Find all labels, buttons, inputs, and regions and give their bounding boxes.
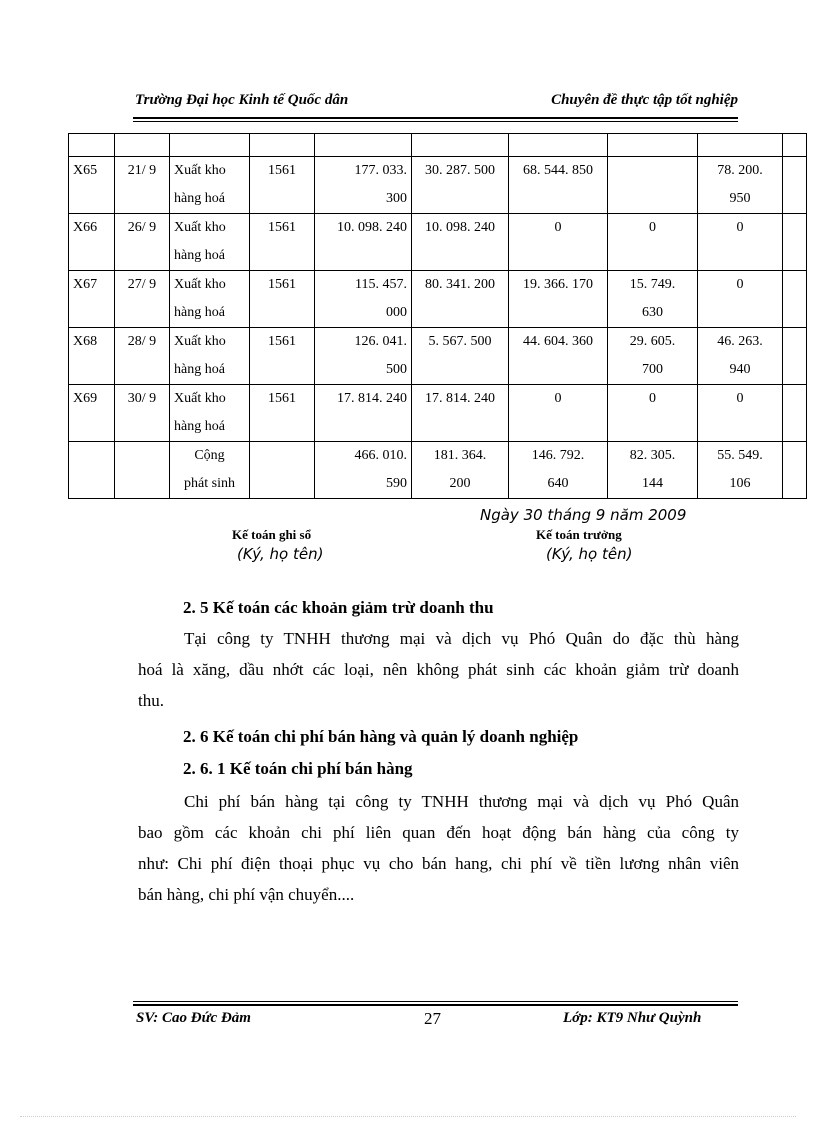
cell-line: 300: [386, 191, 407, 206]
cell-line: 500: [386, 362, 407, 377]
section-heading-2-6-1: 2. 6. 1 Kế toán chi phí bán hàng: [183, 759, 413, 778]
empty-cell: [783, 214, 807, 271]
voucher-id-cell: X67: [69, 271, 115, 328]
cell-line: 106: [729, 476, 751, 491]
table-row: [69, 214, 807, 271]
cell-line: 19. 366. 170: [523, 277, 593, 292]
amount-cell: [608, 271, 698, 328]
empty-cell: [783, 442, 807, 499]
cell-line: 0: [649, 391, 656, 406]
table-row: [69, 271, 807, 328]
cell-line: hàng hoá: [174, 419, 225, 434]
cell-line: Xuất kho: [174, 391, 226, 406]
total-amount-cell: [315, 442, 412, 499]
description-cell: [170, 214, 250, 271]
empty-cell: [783, 385, 807, 442]
cell-line: 940: [729, 362, 751, 377]
amount-cell: [509, 328, 608, 385]
amount-cell: [315, 385, 412, 442]
account-cell: 1561: [250, 157, 315, 214]
cell-line: 146. 792.: [531, 448, 585, 463]
cell-line: Cộng: [194, 448, 225, 463]
page-header: [133, 90, 738, 116]
cell-line: 0: [554, 391, 562, 406]
cell-line: 44. 604. 360: [523, 334, 593, 349]
amount-cell: [509, 157, 608, 214]
cell-line: hàng hoá: [174, 191, 225, 206]
total-amount-cell: [509, 442, 608, 499]
description-cell: [170, 271, 250, 328]
paragraph-line: thu.: [138, 691, 164, 710]
cell-line: 000: [386, 305, 407, 320]
amount-cell: [509, 214, 608, 271]
description-cell: [170, 385, 250, 442]
cell-line: 46. 263.: [717, 334, 763, 349]
cell-line: 30. 287. 500: [425, 163, 495, 178]
description-cell: [170, 157, 250, 214]
voucher-id-cell: X68: [69, 328, 115, 385]
cell-line: 126. 041.: [354, 334, 407, 349]
cell-line: Xuất kho: [174, 163, 226, 178]
cell-line: 68. 544. 850: [523, 163, 593, 178]
date-cell: 21/ 9: [115, 157, 170, 214]
paragraph-2-5: [138, 623, 739, 716]
cell-line: 200: [449, 476, 471, 491]
amount-cell: [608, 214, 698, 271]
page-edge: [20, 1116, 796, 1117]
header-rule: [133, 117, 738, 119]
amount-cell: [698, 214, 783, 271]
date-cell: 28/ 9: [115, 328, 170, 385]
cell-line: 29. 605.: [629, 334, 676, 349]
amount-cell: [509, 271, 608, 328]
date-cell: 27/ 9: [115, 271, 170, 328]
cell-line: 0: [649, 220, 656, 235]
cell-line: 177. 033.: [354, 163, 407, 178]
amount-cell: [412, 328, 509, 385]
header-rule-thin: [133, 121, 738, 122]
cell-line: 590: [386, 476, 407, 491]
amount-cell: [412, 157, 509, 214]
table-row: [69, 385, 807, 442]
footer-rule-thin: [133, 1001, 738, 1002]
cell-line: 144: [642, 476, 663, 491]
chief-accountant-title: Kế toán trưởng: [536, 527, 622, 542]
cell-line: 630: [642, 305, 663, 320]
paragraph-line: hoá là xăng, dầu nhớt các loại, nên không phát sinh các khoản giảm trừ doanh: [138, 660, 739, 679]
empty-cell: [250, 442, 315, 499]
amount-cell: [698, 328, 783, 385]
section-heading-2-5: 2. 5 Kế toán các khoản giảm trừ doanh thu: [183, 598, 494, 617]
empty-cell: [783, 328, 807, 385]
cell-line: Xuất kho: [174, 277, 226, 292]
table-row: [69, 157, 807, 214]
paragraph-line: bao gồm các khoản chi phí liên quan đến hoạt động bán hàng của công ty: [138, 823, 739, 842]
footer-student: SV: Cao Đức Đảm: [136, 1010, 251, 1026]
cell-line: phát sinh: [184, 476, 235, 491]
paragraph-line: như: Chi phí điện thoại phục vụ cho bán hang, chi phí về tiền lương nhân viên: [138, 854, 739, 873]
amount-cell: [412, 271, 509, 328]
cell-line: Xuất kho: [174, 334, 226, 349]
cell-line: 10. 098. 240: [337, 220, 407, 235]
amount-cell: [315, 157, 412, 214]
cell-line: 82. 305.: [629, 448, 676, 463]
table-row: [69, 328, 807, 385]
amount-cell: [608, 157, 698, 214]
page-number: 27: [424, 1009, 441, 1028]
date-cell: 30/ 9: [115, 385, 170, 442]
empty-cell: [115, 442, 170, 499]
bookkeeper-title: Kế toán ghi sổ: [232, 527, 312, 542]
footer-rule: [133, 1004, 738, 1006]
amount-cell: [315, 271, 412, 328]
cell-line: hàng hoá: [174, 362, 225, 377]
cell-line: 78. 200.: [717, 163, 763, 178]
amount-cell: [412, 385, 509, 442]
cell-line: 17. 814. 240: [337, 391, 407, 406]
table-header-row: [69, 134, 807, 157]
cell-line: 0: [736, 220, 744, 235]
total-amount-cell: [412, 442, 509, 499]
cell-line: 55. 549.: [717, 448, 763, 463]
empty-cell: [783, 157, 807, 214]
paragraph-2-6-1: [138, 786, 739, 910]
amount-cell: [315, 328, 412, 385]
amount-cell: [698, 271, 783, 328]
header-school: Trường Đại học Kinh tế Quốc dân: [135, 92, 349, 108]
cell-line: 640: [547, 476, 569, 491]
amount-cell: [315, 214, 412, 271]
cell-line: 80. 341. 200: [425, 277, 495, 292]
paragraph-line: bán hàng, chi phí vận chuyển....: [138, 885, 355, 904]
empty-cell: [783, 271, 807, 328]
cell-line: hàng hoá: [174, 248, 225, 263]
cell-line: 0: [554, 220, 562, 235]
cell-line: 115. 457.: [355, 277, 407, 292]
total-row: [69, 442, 807, 499]
cell-line: 5. 567. 500: [428, 334, 492, 349]
account-cell: 1561: [250, 385, 315, 442]
paragraph-line: Chi phí bán hàng tại công ty TNHH thương mại và dịch vụ Phó Quân: [184, 792, 739, 811]
amount-cell: [608, 385, 698, 442]
cell-line: hàng hoá: [174, 305, 225, 320]
cell-line: 700: [642, 362, 663, 377]
voucher-id-cell: X66: [69, 214, 115, 271]
paragraph-line: Tại công ty TNHH thương mại và dịch vụ Phó Quân do đặc thù hàng: [184, 629, 739, 648]
amount-cell: [509, 385, 608, 442]
account-cell: 1561: [250, 214, 315, 271]
header-title: Chuyên đề thực tập tốt nghiệp: [551, 92, 738, 108]
total-label-cell: [170, 442, 250, 499]
cell-line: 0: [736, 277, 744, 292]
amount-cell: [412, 214, 509, 271]
account-cell: 1561: [250, 271, 315, 328]
date-cell: 26/ 9: [115, 214, 170, 271]
signature-date: Ngày 30 tháng 9 năm 2009: [480, 506, 687, 524]
cell-line: 10. 098. 240: [425, 220, 495, 235]
chief-accountant-sign-note: (Ký, họ tên): [546, 545, 633, 563]
amount-cell: [698, 157, 783, 214]
amount-cell: [608, 328, 698, 385]
cell-line: 950: [729, 191, 751, 206]
empty-cell: [69, 442, 115, 499]
cell-line: 17. 814. 240: [425, 391, 495, 406]
voucher-id-cell: X65: [69, 157, 115, 214]
bookkeeper-sign-note: (Ký, họ tên): [237, 545, 324, 563]
total-amount-cell: [608, 442, 698, 499]
cell-line: 181. 364.: [433, 448, 487, 463]
cell-line: 15. 749.: [629, 277, 676, 292]
description-cell: [170, 328, 250, 385]
ledger-table: [68, 133, 807, 499]
amount-cell: [698, 385, 783, 442]
total-amount-cell: [698, 442, 783, 499]
cell-line: Xuất kho: [174, 220, 226, 235]
cell-line: 0: [736, 391, 744, 406]
section-heading-2-6: 2. 6 Kế toán chi phí bán hàng và quản lý doanh nghiệp: [183, 727, 579, 746]
voucher-id-cell: X69: [69, 385, 115, 442]
account-cell: 1561: [250, 328, 315, 385]
cell-line: 466. 010.: [354, 448, 407, 463]
footer-class: Lớp: KT9 Như Quỳnh: [563, 1010, 702, 1026]
